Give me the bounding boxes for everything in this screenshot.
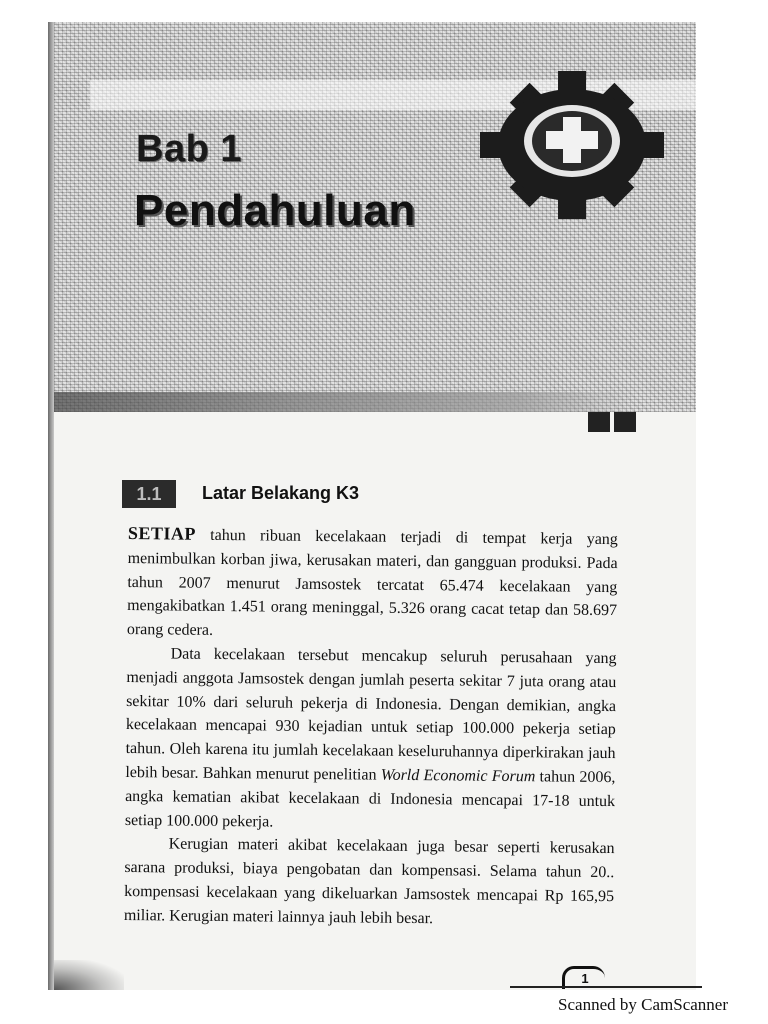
paragraph-2 [125,642,617,837]
paragraph-1-text: tahun ribuan kecelakaan terjadi di tempat kerja yang menimbulkan korban jiwa, kerusakan materi, dan gangguan produksi. Pada tahun 2007 menurut Jamsostek tercatat 65.474 kecelakaan yang mengakibatkan 1.451 orang meninggal, 5.326 orang cacat tetap dan 58.697 orang cedera. [126,526,618,640]
scanner-watermark: Scanned by CamScanner [558,995,728,1014]
paragraph-2-italic: World Economic Forum [380,766,536,786]
chapter-title: Pendahuluan [134,186,416,235]
section-number-badge: 1.1 [122,480,176,508]
header-corner-squares [588,412,640,437]
section-title: Latar Belakang K3 [202,483,360,503]
page-number: 1 [562,966,605,989]
footer-rule [510,986,702,988]
chapter-label: Bab 1 [136,128,242,170]
lead-word: SETIAP [127,522,197,544]
gear-medical-cross-icon [476,70,666,220]
paragraph-1 [127,522,618,647]
section-header [122,480,622,510]
body-text [124,522,618,933]
paragraph-2-text-a: Data kecelakaan tersebut mencakup seluruh perusahaan yang menjadi anggota Jamsostek dengan jumlah peserta sekitar 7 juta orang atau sekitar 10% dari seluruh pekerja di Indonesia. Dengan demikian, angka kecelakaan mencapai 930 kejadian untuk setiap 100.000 pekerja setiap tahun. Oleh karena itu jumlah kecelakaan keseluruhannya diperkirakan jauh lebih besar. Bahkan menurut penelitian [125,645,617,784]
header-bottom-shadow [54,392,634,412]
paragraph-3-text: Kerugian materi akibat kecelakaan juga besar seperti kerusakan sarana produksi, biaya pengobatan dan kompensasi. Selama tahun 20.. kompensasi kecelakaan yang dikeluarkan Jamsostek mencapai Rp 165,95 miliar. Kerugian materi lainnya jauh lebih besar. [123,835,615,927]
paragraph-2-text-b: tahun 2006, angka kematian akibat kecelakaan di Indonesia mencapai 17-18 untuk setiap 100.000 pekerja. [124,768,616,831]
paragraph-3 [124,832,615,932]
scan-smudge [54,960,124,990]
